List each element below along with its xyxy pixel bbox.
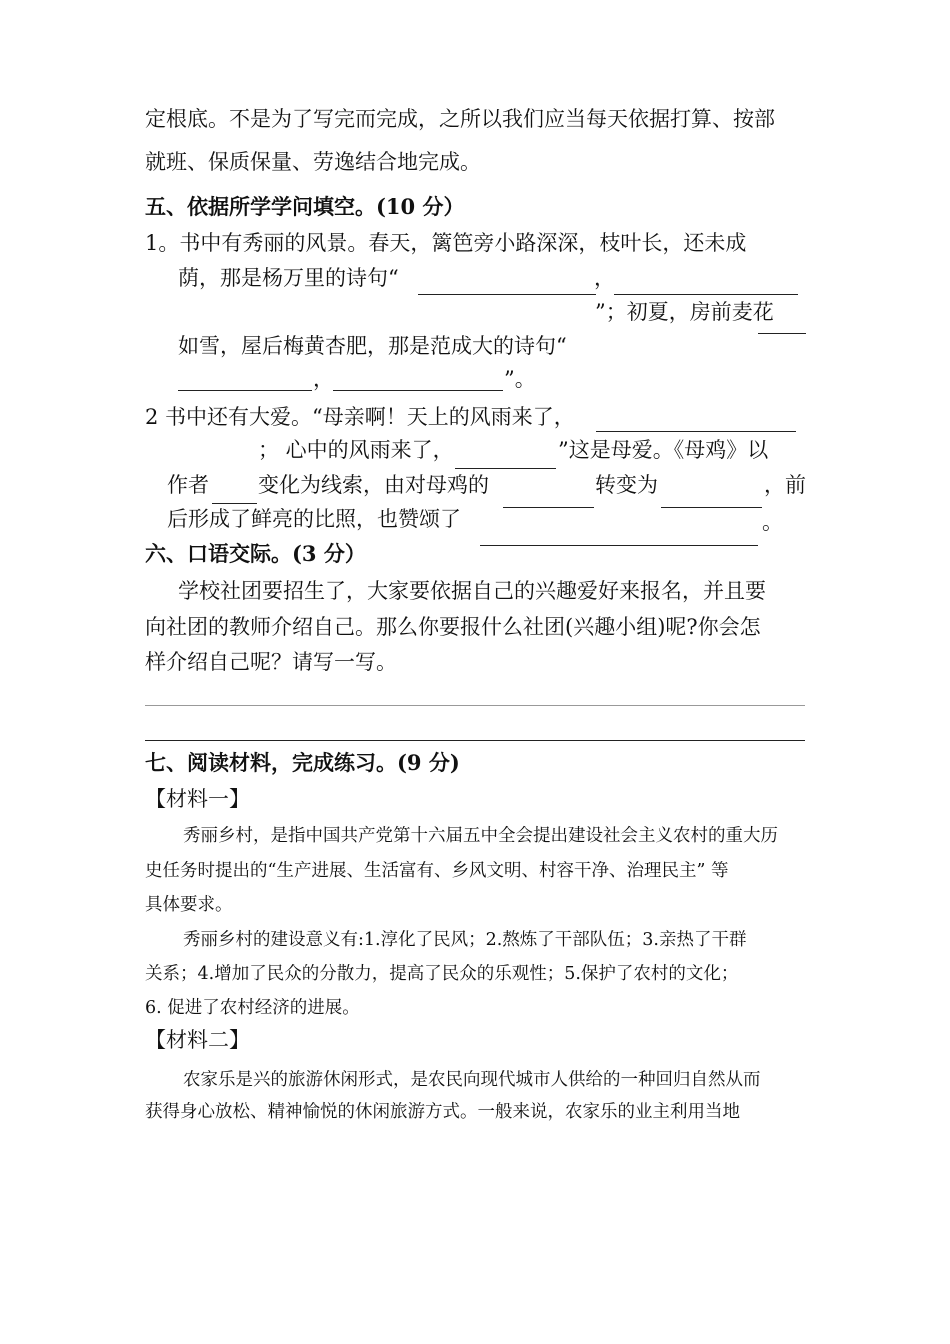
q2-line-2b: ”这是母爱。《母鸡》以 <box>558 438 769 462</box>
material-1-p2-line-3: 6. 促进了农村经济的进展。 <box>145 998 360 1018</box>
q1-line-2a: 荫，那是杨万里的诗句“ <box>178 266 399 290</box>
material-1-p1-line-1: 秀丽乡村，是指中国共产党第十六届五中全会提出建设社会主义农村的重大历 <box>183 826 778 846</box>
answer-blank[interactable] <box>212 503 257 504</box>
q2-line-3a: 作者 <box>167 473 209 497</box>
writing-line[interactable] <box>145 705 805 706</box>
answer-blank[interactable] <box>758 333 806 334</box>
section-6-line-1: 学校社团要招生了，大家要依据自己的兴趣爱好来报名，并且要 <box>178 579 766 603</box>
answer-blank[interactable] <box>614 294 798 295</box>
material-1-title: 【材料一】 <box>145 787 250 811</box>
answer-blank[interactable] <box>503 507 594 508</box>
section-5-heading: 五、依据所学学问填空。(10 分） <box>145 194 465 219</box>
q2-line-1: 2 书中还有大爱。“母亲啊！天上的风雨来了， <box>145 405 575 429</box>
q1-line-1: 1。书中有秀丽的风景。春天，篱笆旁小路深深，枝叶长，还未成 <box>145 231 747 255</box>
q2-line-3c: 转变为 <box>595 473 658 497</box>
material-1-p2-line-1: 秀丽乡村的建设意义有:1.淳化了民风；2.熬炼了干部队伍；3.亲热了干群 <box>183 930 747 950</box>
q2-line-3b: 变化为线索，由对母鸡的 <box>258 473 489 497</box>
material-2-title: 【材料二】 <box>145 1028 250 1052</box>
intro-line-2: 就班、保质保量、劳逸结合地完成。 <box>145 150 481 174</box>
q2-line-3d: ，前 <box>764 473 806 497</box>
q1-line-4: 如雪，屋后梅黄杏肥，那是范成大的诗句“ <box>178 334 567 358</box>
answer-blank[interactable] <box>596 431 796 432</box>
material-2-p1-line-1: 农家乐是兴的旅游休闲形式，是农民向现代城市人供给的一种回归自然从而 <box>183 1070 761 1090</box>
answer-blank[interactable] <box>661 507 762 508</box>
material-1-p1-line-3: 具体要求。 <box>145 895 233 915</box>
answer-blank[interactable] <box>333 390 503 391</box>
q2-line-4b: 。 <box>762 510 783 534</box>
writing-line[interactable] <box>145 740 805 741</box>
q1-line-5a: ， <box>313 367 334 391</box>
material-1-p1-line-2: 史任务时提出的“生产进展、生活富有、乡风文明、村容干净、治理民主” 等 <box>145 861 729 881</box>
material-1-p2-line-2: 关系；4.增加了民众的分散力，提高了民众的乐观性；5.保护了农村的文化； <box>145 964 739 984</box>
answer-blank[interactable] <box>178 390 312 391</box>
section-7-heading: 七、阅读材料，完成练习。(9 分) <box>145 750 460 775</box>
answer-blank[interactable] <box>455 468 556 469</box>
q1-line-3: ”；初夏，房前麦花 <box>595 300 774 324</box>
section-6-heading: 六、口语交际。(3 分） <box>145 541 366 566</box>
q2-line-4a: 后形成了鲜亮的比照，也赞颂了 <box>167 507 461 531</box>
q1-line-5b: ”。 <box>504 367 536 391</box>
answer-blank[interactable] <box>480 545 758 546</box>
q2-line-2a: ； 心中的风雨来了， <box>258 438 454 462</box>
intro-line-1: 定根底。不是为了写完而完成，之所以我们应当每天依据打算、按部 <box>145 107 775 131</box>
answer-blank[interactable] <box>418 294 596 295</box>
section-6-line-2: 向社团的教师介绍自己。那么你要报什么社团(兴趣小组)呢?你会怎 <box>145 615 761 639</box>
section-6-line-3: 样介绍自己呢？请写一写。 <box>145 650 397 674</box>
q1-line-2b: ， <box>594 266 615 290</box>
material-2-p1-line-2: 获得身心放松、精神愉悦的休闲旅游方式。一般来说，农家乐的业主利用当地 <box>145 1102 740 1122</box>
